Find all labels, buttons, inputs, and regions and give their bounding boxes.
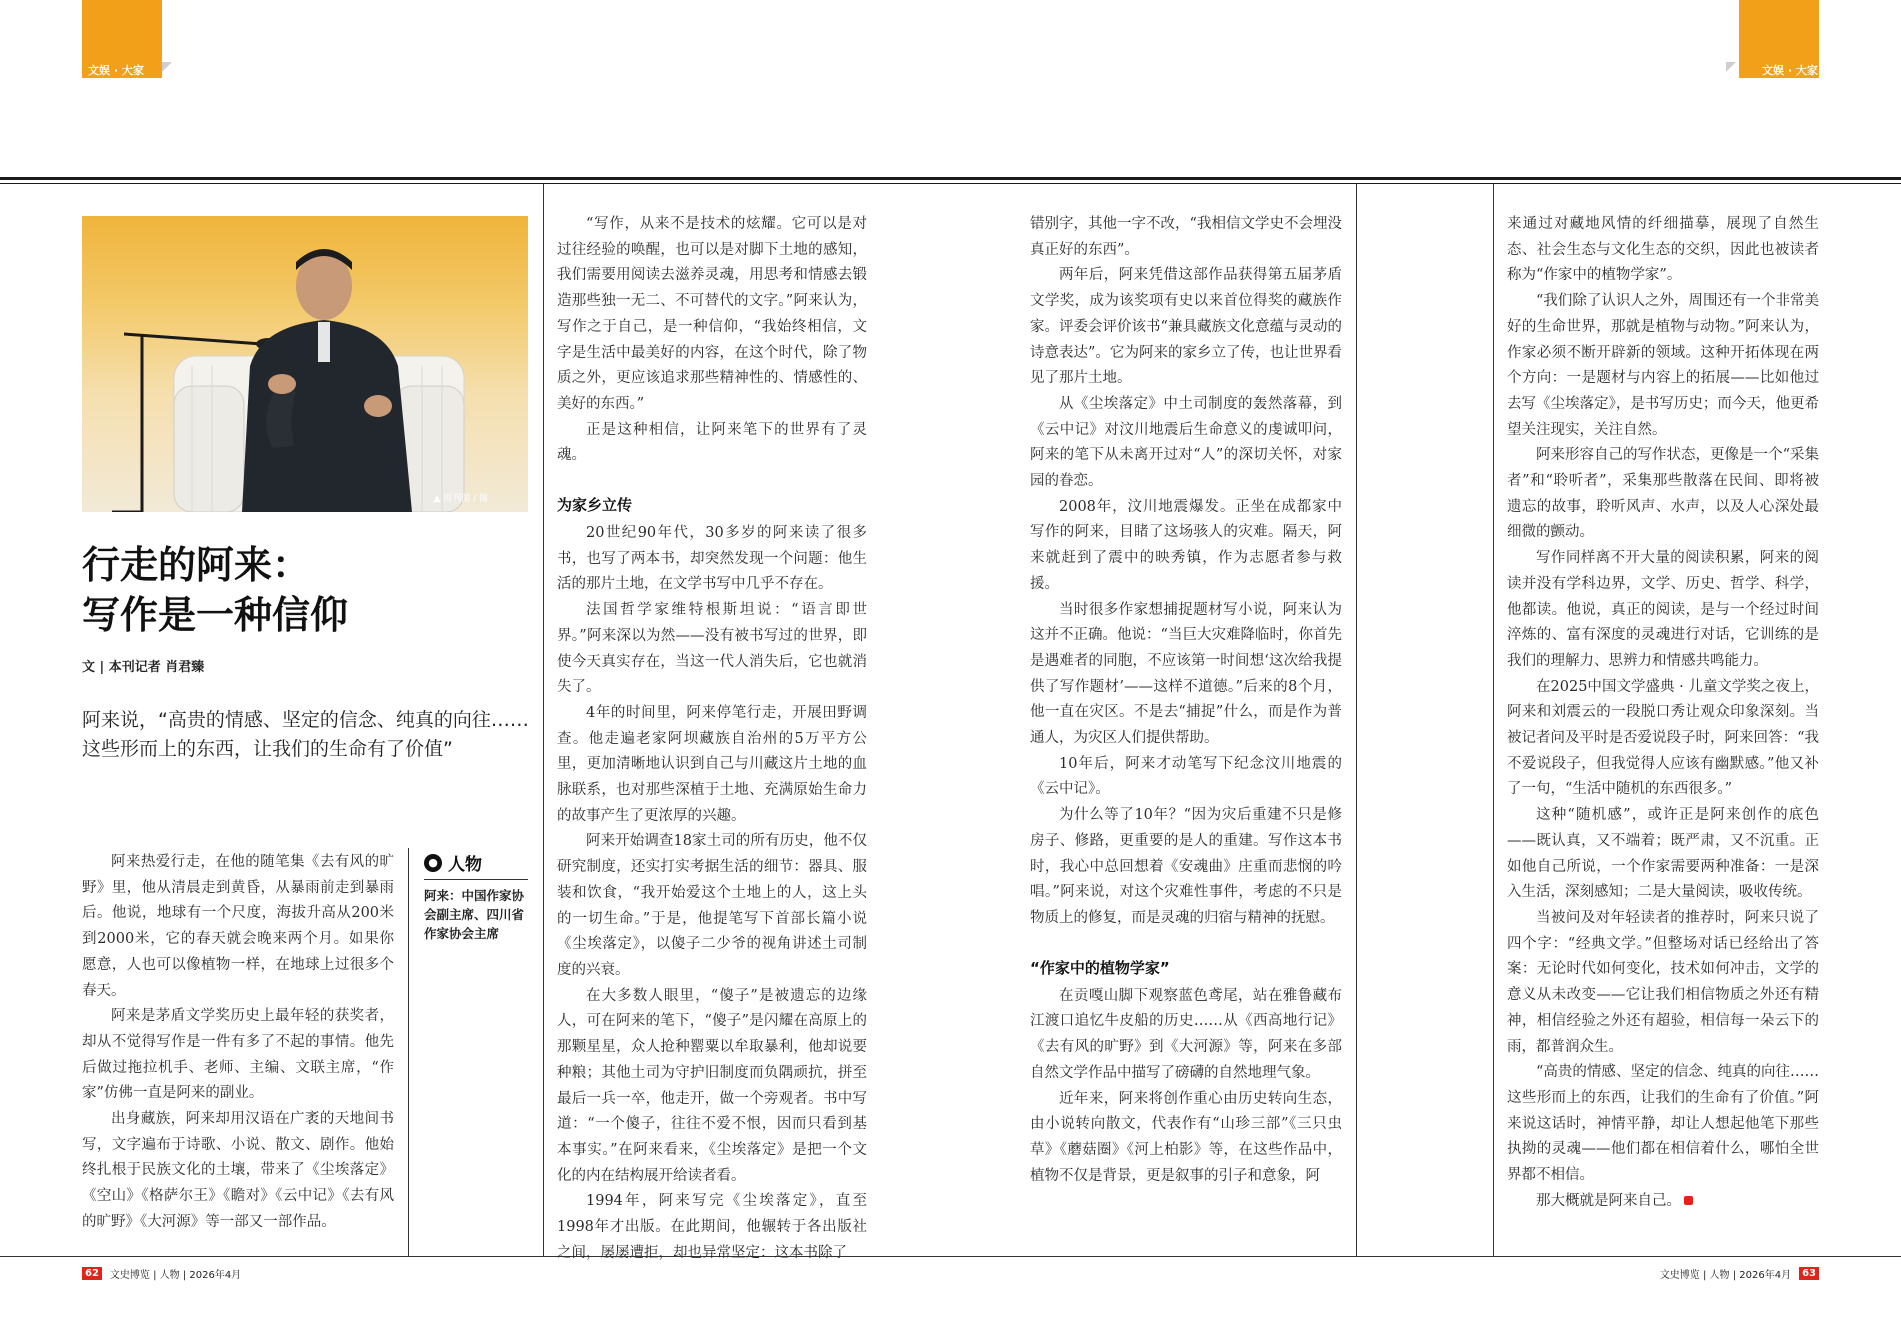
paragraph: 从《尘埃落定》中土司制度的轰然落幕，到《云中记》对汶川地震后生命意义的虔诚叩问，阿来的笔下从未离开过对“人”的深切关怀，对家园的眷恋。 [1030,395,1342,490]
paragraph: 阿来开始调查18家土司的所有历史，他不仅研究制度，还实打实考据生活的细节：器具、服装和饮食，“我开始爱这个土地上的人，这上头的一切生命。”于是，他提笔写下首部长篇小说《尘埃落定》，以傻子二少爷的视角讲述土司制度的兴衰。 [557,833,867,978]
column-divider [543,184,544,1256]
title-line-2: 写作是一种信仰 [82,593,349,637]
paragraph: 为什么等了10年？“因为灾后重建不只是修房子、修路，更重要的是人的重建。写作这本书时，我心中总回想着《安魂曲》庄重而悲悯的吟唱。”阿来说，对这个灾难性事件，考虑的不只是物质上的修复，而是灵魂的归宿与精神的抚慰。 [1030,807,1342,926]
author-photo-illustration [82,216,528,512]
page-number-right: 63 [1799,1267,1819,1280]
paragraph: 法国哲学家维特根斯坦说：“语言即世界。”阿来深以为然——没有被书写过的世界，即使今天真实存在，当这一代人消失后，它也就消失了。 [557,602,867,696]
header-rule-thin [0,183,1901,184]
person-icon: ● [424,854,442,872]
person-description: 阿来：中国作家协会副主席、四川省作家协会主席 [424,888,525,941]
page-number-left: 62 [82,1267,102,1280]
article-column-4 [1507,212,1819,1214]
paragraph: 10年后，阿来才动笔写下纪念汶川地震的《云中记》。 [1030,755,1342,798]
section-label-left: 文娱 · 大家 [88,64,144,77]
paragraph: “我们除了认识人之外，周围还有一个非常美好的生命世界，那就是植物与动物。”阿来认为，作家必须不断开辟新的领域。这种开拓体现在两个方向：一是题材与内容上的拓展——比如他过去写《尘埃落定》，是书写历史；而今天，他更希望关注现实，关注自然。 [1507,293,1819,438]
paragraph: 20世纪90年代，30多岁的阿来读了很多书，也写了两本书，却突然发现一个问题：他生活的那片土地，在文学书写中几乎不存在。 [557,525,867,593]
footer-left [82,1266,241,1281]
section-heading: 为家乡立传 [557,496,633,515]
pull-quote: 阿来说，“高贵的情感、坚定的信念、纯真的向往……这些形而上的东西，让我们的生命有了价值” [82,709,529,760]
paragraph: “写作，从来不是技术的炫耀。它可以是对过往经验的唤醒，也可以是对脚下土地的感知，我们需要用阅读去滋养灵魂，用思考和情感去锻造那些独一无二、不可替代的文字。”阿来认为，写作之于自己，是一种信仰，“我始终相信，文字是生活中最美好的内容，在这个时代，除了物质之外，更应该追求那些精神性的、情感性的、美好的东西。” [557,216,867,412]
paragraph: 阿来形容自己的写作状态，更像是一个“采集者”和“聆听者”，采集那些散落在民间、即将被遗忘的故事，聆听风声、水声，以及人心深处最细微的颤动。 [1507,447,1819,541]
article-column-3 [1030,212,1342,1189]
article-title [82,540,532,640]
footer-right [1660,1266,1819,1281]
byline: 文 | 本刊记者 肖君臻 [82,660,205,675]
closing-line: 那大概就是阿来自己。 [1536,1192,1681,1209]
person-sidebar [424,850,528,943]
header-rule [0,177,1901,180]
photo-credit: ▲ 周刊图 / 图 [433,494,488,504]
paragraph: 当时很多作家想捕捉题材写小说，阿来认为这并不正确。他说：“当巨大灾难降临时，你首先是遇难者的同胞，不应该第一时间想‘这次给我提供了写作题材’——这样不道德。”后来的8个月，他一直在灾区。不是去“捕捉”什么，而是作为普通人，为灾区人们提供帮助。 [1030,601,1342,747]
paragraph: 2008年，汶川地震爆发。正坐在成都家中写作的阿来，目睹了这场骇人的灾难。隔天，阿来就赶到了震中的映秀镇，作为志愿者参与救援。 [1030,498,1342,592]
paragraph: 这种“随机感”，或许正是阿来创作的底色——既认真，又不端着；既严肃，又不沉重。正如他自己所说，一个作家需要两种准备：一是深入生活，深刻感知；二是大量阅读，吸收传统。 [1507,807,1819,901]
paragraph: 1994年，阿来写完《尘埃落定》，直至1998年才出版。在此期间，他辗转于各出版社之间，屡屡遭拒，却也异常坚定：这本书除了 [557,1193,867,1261]
paragraph: 在大多数人眼里，“傻子”是被遗忘的边缘人，可在阿来的笔下，“傻子”是闪耀在高原上的那颗星星，众人抢种罂粟以牟取暴利，他却说要种粮；其他土司为守护旧制度而负隅顽抗，拼至最后一兵一卒，他走开，做一个旁观者。书中写道：“一个傻子，往往不爱不恨，因而只看到基本事实。”在阿来看来，《尘埃落定》是把一个文化的内在结构展开给读者看。 [557,987,867,1184]
column-divider [1356,184,1357,1256]
column-divider [408,848,409,1256]
paragraph [1507,1189,1819,1215]
paragraph: 近年来，阿来将创作重心由历史转向生态，由小说转向散文，代表作有“山珍三部”《三只虫草》《蘑菇圈》《河上柏影》等，在这些作品中，植物不仅是背景，更是叙事的引子和意象，阿 [1030,1090,1342,1184]
paragraph: 在2025中国文学盛典 · 儿童文学奖之夜上，阿来和刘震云的一段脱口秀让观众印象深刻。当被记者问及平时是否爱说段子时，阿来回答：“我不爱说段子，但我觉得人应该有幽默感。”他又补了一句，“生活中随机的东西很多。” [1507,678,1819,798]
section-label-right: 文娱 · 大家 [1762,64,1818,77]
title-line-1: 行走的阿来： [82,543,311,587]
footer-text-right: 文史博览 | 人物 | 2026年4月 [1659,1270,1792,1281]
paragraph: 正是这种相信，让阿来笔下的世界有了灵魂。 [557,421,867,464]
paragraph: 写作同样离不开大量的阅读积累，阿来的阅读并没有学科边界，文学、历史、哲学、科学，他都读。他说，真正的阅读，是与一个经过时间淬炼的、富有深度的灵魂进行对话，它训练的是我们的理解力、思辨力和情感共鸣能力。 [1507,550,1819,669]
column-divider [1493,184,1494,1256]
footer-text-left: 文史博览 | 人物 | 2026年4月 [109,1270,242,1281]
paragraph: 阿来热爱行走，在他的随笔集《去有风的旷野》里，他从清晨走到黄昏，从暴雨前走到暴雨后。他说，地球有一个尺度，海拔升高从200米到2000米，它的春天就会晚来两个月。如果你愿意，人也可以像植物一样，在地球上过很多个春天。 [82,854,394,999]
person-heading [424,850,528,880]
paragraph: 出身藏族，阿来却用汉语在广袤的天地间书写，文字遍布于诗歌、小说、散文、剧作。他始终扎根于民族文化的土壤，带来了《尘埃落定》《空山》《格萨尔王》《瞻对》《云中记》《去有风的旷野》《大河源》等一部又一部作品。 [82,1111,394,1230]
footer-rule [0,1256,1901,1257]
paragraph: “高贵的情感、坚定的信念、纯真的向往……这些形而上的东西，让我们的生命有了价值。”阿来说这话时，神情平静，却让人想起他笔下那些执拗的灵魂——他们都在相信着什么，哪怕全世界都不相信。 [1507,1064,1819,1184]
tab-notch-left [162,62,172,72]
person-heading-label: 人物 [448,855,482,875]
article-column-1 [82,850,394,1236]
author-photo [82,216,528,512]
end-mark-icon [1684,1196,1693,1205]
paragraph: 当被问及对年轻读者的推荐时，阿来只说了四个字：“经典文学。”但整场对话已经给出了答案：无论时代如何变化，技术如何冲击，文学的意义从未改变——它让我们相信物质之外还有精神，相信经验之外还有超验，相信每一朵云下的雨，都普润众生。 [1507,909,1819,1055]
section-heading: “作家中的植物学家” [1030,958,1170,977]
paragraph: 来通过对藏地风情的纤细描摹，展现了自然生态、社会生态与文化生态的交织，因此也被读者称为“作家中的植物学家”。 [1507,216,1819,284]
paragraph: 在贡嘎山脚下观察蓝色鸢尾，站在雅鲁藏布江渡口追忆牛皮船的历史……从《西高地行记》《去有风的旷野》到《大河源》等，阿来在多部自然文学作品中描写了磅礴的自然地理气象。 [1030,987,1342,1081]
paragraph: 错别字，其他一字不改，“我相信文学史不会埋没真正好的东西”。 [1030,216,1342,258]
article-column-2 [557,212,867,1266]
paragraph: 阿来是茅盾文学奖历史上最年轻的获奖者，却从不觉得写作是一件有多了不起的事情。他先后做过拖拉机手、老师、主编、文联主席，“作家”仿佛一直是阿来的副业。 [82,1008,394,1102]
paragraph: 4年的时间里，阿来停笔行走，开展田野调查。他走遍老家阿坝藏族自治州的5万平方公里，更加清晰地认识到自己与川藏这片土地的血脉联系，也对那些深植于土地、充满原始生命力的故事产生了更浓厚的兴趣。 [557,704,867,824]
paragraph: 两年后，阿来凭借这部作品获得第五届茅盾文学奖，成为该奖项有史以来首位得奖的藏族作家。评委会评价该书“兼具藏族文化意蕴与灵动的诗意表达”。它为阿来的家乡立了传，也让世界看见了那片土地。 [1030,267,1342,387]
tab-notch-right [1726,62,1736,72]
